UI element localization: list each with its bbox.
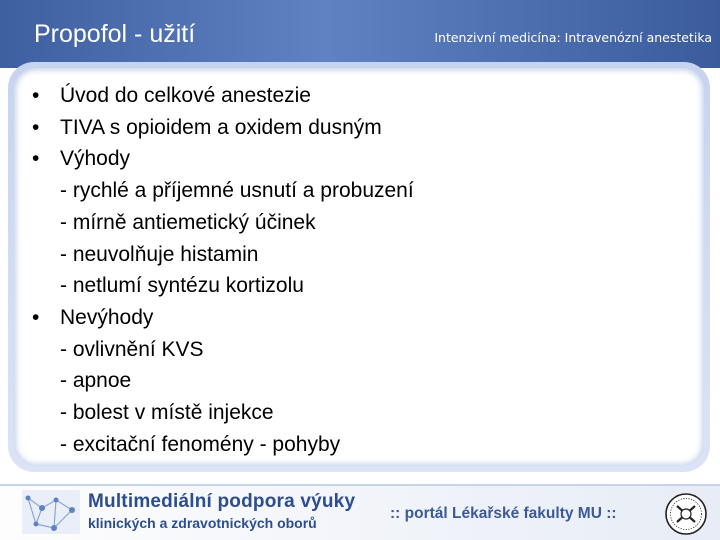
footer-logo-subtitle: klinických a zdravotnických oborů	[88, 515, 317, 531]
slide-header	[0, 0, 720, 68]
bullet-item	[32, 302, 692, 334]
bullet-item	[32, 143, 692, 175]
university-seal-icon	[664, 492, 708, 536]
bullet-text: - rychlé a příjemné usnutí a probuzení	[60, 179, 414, 203]
sub-bullet-item	[32, 334, 692, 366]
bullet-item	[32, 112, 692, 144]
footer-divider	[0, 484, 720, 486]
bullet-dot: •	[32, 147, 40, 171]
bullet-dot: •	[32, 115, 40, 139]
bullet-item	[32, 80, 692, 112]
sub-bullet-item	[32, 397, 692, 429]
bullet-text: Úvod do celkové anestezie	[60, 84, 311, 107]
footer-portal-link[interactable]: :: portál Lékařské fakulty MU ::	[390, 505, 617, 522]
sub-bullet-item	[32, 239, 692, 271]
bullet-text: - apnoe	[60, 369, 132, 393]
bullet-text: TIVA s opioidem a oxidem dusným	[60, 115, 382, 139]
bullet-text: Výhody	[60, 147, 131, 171]
bullet-text: - netlumí syntézu kortizolu	[60, 274, 304, 298]
footer-logo-title: Multimediální podpora výuky	[88, 491, 356, 512]
sub-bullet-item	[32, 270, 692, 302]
bullet-text: - bolest v místě injekce	[60, 401, 274, 425]
bullet-text: - excitační fenomény - pohyby	[60, 432, 341, 456]
network-molecule-icon	[22, 490, 80, 534]
sub-bullet-item	[32, 207, 692, 239]
bullet-list	[32, 80, 692, 460]
bullet-text: Nevýhody	[60, 305, 154, 329]
bullet-text: - mírně antiemetický účinek	[60, 210, 316, 234]
bullet-text: - neuvolňuje histamin	[60, 242, 259, 266]
sub-bullet-item	[32, 175, 692, 207]
sub-bullet-item	[32, 365, 692, 397]
bullet-dot: •	[32, 305, 40, 329]
slide-title: Propofol - užití	[34, 20, 196, 48]
bullet-text: - ovlivnění KVS	[60, 337, 204, 361]
sub-bullet-item	[32, 429, 692, 461]
slide-subtitle: Intenzivní medicína: Intravenózní anestetika	[434, 30, 712, 45]
bullet-dot: •	[32, 84, 40, 107]
